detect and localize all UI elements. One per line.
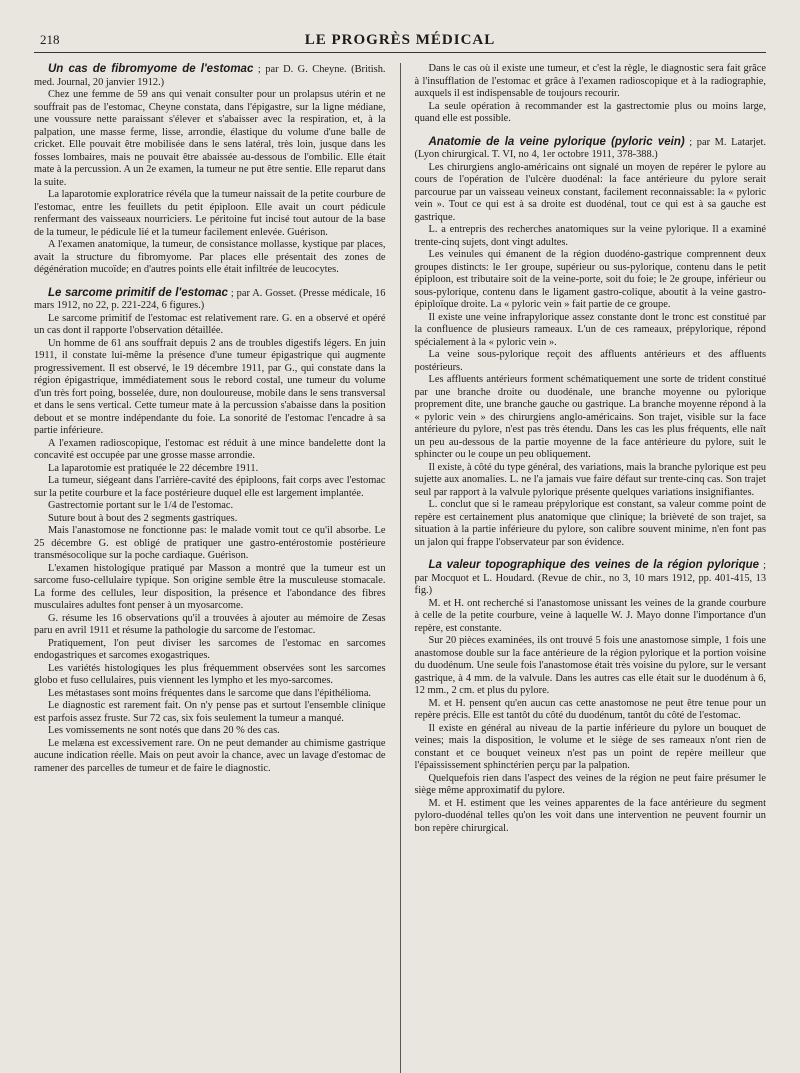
article-paragraph: La veine sous-pylorique reçoit des affluents antérieurs et des affluents postérieurs.: [414, 349, 767, 373]
article-paragraph: Les variétés histologiques les plus fréquemment observées sont les sarcomes globo et fuso cellulaires, puis viennent les lympho et les myo-sarcomes.: [34, 662, 386, 686]
article-paragraph: Les affluents antérieurs forment schématiquement une sorte de trident constitué par une branche droite ou duodénale, une branche moyenne ou pylorique proprement dite, une branche gauche ou gastrique. La branche moyenne répond à la « pyloric vein » des chirurgiens anglo-américains. Son trajet, visible sur la face antérieure du pylore, n'est pas très étendu. Dans les cas les plus fréquents, elle naît un peu au-dessous de la partie moyenne de la face antérieure du pylore, suit le sphincter ou le coupe un peu obliquement.: [414, 374, 767, 460]
journal-title: LE PROGRÈS MÉDICAL: [304, 32, 496, 48]
article-byline: ; par M. Latarjet. (Lyon chirurgical. T. VI, no 4, 1er octobre 1911, 378-388.): [414, 136, 767, 160]
article-paragraph: L. conclut que si le rameau prépylorique est constant, sa valeur comme point de repère est certainement plus anatomique que clinique; la brièveté de son trajet, sa situation à la partie inférieure du pylore, son calibre souvent minime, n'en font pas un jalon qui frappe l'observateur par son évidence.: [414, 499, 767, 548]
article-paragraph: M. et H. estiment que les veines apparentes de la face antérieure du segment pyloro-duodénal telles qu'on les voit dans une intervention ne peuvent fournir un bon repère chirurgical.: [414, 797, 767, 834]
article-title: Anatomie de la veine pylorique (pyloric vein): [428, 135, 685, 148]
article-paragraph: Pratiquement, l'on peut diviser les sarcomes de l'estomac en sarcomes endogastriques et sarcomes exogastriques.: [34, 637, 386, 661]
article-byline: ; par Mocquot et L. Houdard. (Revue de chir., no 3, 10 mars 1912, pp. 401-415, 13 fig.): [414, 560, 767, 596]
article-paragraph: A l'examen anatomique, la tumeur, de consistance mollasse, kystique par places, avait la structure du fibromyome. Par places elle présentait des zones de dégénération mucoïde; en d'autres points elle était infiltrée de leucocytes.: [34, 239, 386, 275]
article-paragraph: Suture bout à bout des 2 segments gastriques.: [48, 512, 238, 524]
right-column: [415, 63, 767, 1073]
article-byline: ; par D. G. Cheyne. (British. med. Journal, 20 janvier 1912.): [34, 64, 386, 88]
article-heading: [34, 287, 386, 313]
article-paragraph: Les chirurgiens anglo-américains ont signalé un moyen de repérer le pylore au cours de l'opération de l'ulcère duodénal: la face antérieure du pylore serait parcourue par un vaisseau veineux constant, facilement reconnaissable: la « pyloric vein ». Tout ce qui est à sa droite est duodénal, tout ce qui est à sa gauche est gastrique.: [414, 161, 767, 223]
article-paragraph: Il existe une veine infrapylorique assez constante dont le tronc est constitué par la confluence de plusieurs rameaux. L'un de ces rameaux, prépylorique, répond spécialement à la « pyloric vein ».: [414, 311, 767, 348]
article-paragraph: La seule opération à recommander est la gastrectomie plus ou moins large, quand elle est possible.: [414, 100, 767, 124]
article-paragraph: Le melæna est excessivement rare. On ne peut demander au chimisme gastrique aucune indication réelle. Mais on peut avoir la chance, avec un lavage d'estomac de ramener des parcelles de tumeur et de faire le diagnostic.: [34, 737, 386, 774]
article-paragraph: Dans le cas où il existe une tumeur, et c'est la règle, le diagnostic sera fait grâce à l'insufflation de l'estomac et grâce à l'examen radioscopique et à la radiographie, auxquels il est indispensable de toujours recourir.: [414, 63, 767, 99]
page-number: 218: [40, 32, 60, 47]
article: [34, 287, 386, 776]
article-byline: ; par A. Gosset. (Presse médicale, 16 mars 1912, no 22, p. 221-224, 6 figures.): [34, 287, 386, 311]
article-paragraph: Les métastases sont moins fréquentes dans le sarcome que dans l'épithélioma.: [48, 687, 372, 699]
article-paragraph: L. a entrepris des recherches anatomiques sur la veine pylorique. Il a examiné trente-cinq sujets, dont vingt adultes.: [414, 224, 767, 248]
article: [415, 136, 767, 550]
left-column: [34, 63, 386, 1073]
article-paragraph: Le diagnostic est rarement fait. On n'y pense pas et surtout l'ensemble clinique est parfois assez fruste. Sur 72 cas, six fois seulement la tumeur a manqué.: [34, 700, 386, 724]
article-paragraph: Les veinules qui émanent de la région duodéno-gastrique comprennent deux groupes distincts: le 1er groupe, supérieur ou sus-pylorique, contenu dans le petit épiploon, est tributaire soit de la veine-porte, soit du foie; le 2e groupe, inférieur ou sous-pylorique, contenu dans le ligament gastro-colique, aboutit à la veine gastro-épiploïque droite. La « pyloric vein » fait partie de ce groupe.: [414, 249, 767, 310]
article-paragraph: M. et H. ont recherché si l'anastomose unissant les veines de la grande courbure à celle de la petite courbure, veine à laquelle W. J. Mayo donne l'importance d'un repère, est constante.: [414, 597, 767, 634]
article-paragraph: Le sarcome primitif de l'estomac est relativement rare. G. en a observé et opéré un cas dont il rapporte l'observation détaillée.: [34, 312, 386, 336]
text-columns: [34, 63, 766, 1073]
article-paragraph: A l'examen radioscopique, l'estomac est réduit à une mince bandelette dont la concavité est occupée par une grosse masse arrondie.: [34, 437, 386, 461]
article-paragraph: Sur 20 pièces examinées, ils ont trouvé 5 fois une anastomose simple, 1 fois une anastomose double sur la face antérieure de la région pylorique et la portion voisine du duodénum. Une seule fois l'anastomose était très voisine du pylore, sur le versant gastrique, à 4 mm. de la valvule. Dans les autres cas elle était sur le duodénum à 6, 12 mm., 2 cm. et plus du pylore.: [414, 635, 767, 696]
page-header: [34, 30, 766, 53]
article-paragraph: Les vomissements ne sont notés que dans 20 % des cas.: [48, 725, 280, 736]
article-paragraph: M. et H. pensent qu'en aucun cas cette anastomose ne peut être tenue pour un repère précis. Elle est tantôt du côté du duodénum, tantôt du côté de l'estomac.: [414, 697, 767, 721]
article: [415, 63, 767, 126]
article-paragraph: La laparotomie exploratrice révéla que la tumeur naissait de la petite courbure de l'estomac, entre les feuillets du petit épiploon. Elle avait un court pédicule renfermant des vaisseaux nourriciers. Le péritoine fut incisé tout autour de la base de la tumeur, le pédicule lié et la tumeur facilement enlevée. Guérison.: [34, 189, 386, 238]
article-paragraph: Il existe en général au niveau de la partie inférieure du pylore un bouquet de veines; mais la disposition, le volume et le siège de ses rameaux n'ont rien de constant et ce bouquet veineux n'est pas un point de repère meilleur que l'épaississement sphinctérien perçu par la palpation.: [414, 722, 767, 771]
article-paragraph: Mais l'anastomose ne fonctionne pas: le malade vomit tout ce qu'il absorbe. Le 25 décembre G. est obligé de pratiquer une gastro-entérostomie postérieure transmésocolique sur la poche cardiaque. Guérison.: [34, 525, 386, 561]
article-heading: [415, 136, 767, 162]
article-paragraph: G. résume les 16 observations qu'il a trouvées à ajouter au mémoire de Zesas paru en avril 1911 et résume la pathologie du sarcome de l'estomac.: [34, 612, 386, 636]
article-paragraph: Chez une femme de 59 ans qui venait consulter pour un prolapsus utérin et ne souffrait pas de l'estomac, Cheyne constata, dans l'épigastre, sur la ligne médiane, une voussure nette paraissant s'élever et s'abaisser avec la respiration, et, à la palpation, une masse ferme, lisse, arrondie, élastique du volume d'une balle de cricket. Elle pouvait être mobilisée dans le sens latéral, très loin, jusque dans les fosses lombaires, mais ne pouvait être abaissée au-dessous de l'ombilic. Elle était mate à la percussion. A un 2e examen, la tumeur ne put être sentie. Elle reparut dans la suite.: [34, 89, 386, 188]
article-paragraph: La tumeur, siégeant dans l'arrière-cavité des épiploons, fait corps avec l'estomac sur la petite courbure et la face postérieure duquel elle est largement implantée.: [34, 475, 386, 499]
article-paragraph: L'examen histologique pratiqué par Masson a montré que la tumeur est un sarcome fuso-cellulaire typique. Son origine semble être la musculeuse stomacale. La forme des cellules, leur disposition, la présence et l'abondance des fibres musculaires adultes font penser à un myosarcome.: [34, 562, 386, 611]
article-paragraph: Il existe, à côté du type général, des variations, mais la branche pylorique est peu sujette aux anomalies. L. ne l'a jamais vue faire défaut sur trente-cinq cas. Son trajet seul par rapport à la valvule pylorique présente quelques variations insignifiantes.: [414, 461, 767, 498]
article-paragraph: Un homme de 61 ans souffrait depuis 2 ans de troubles digestifs légers. En juin 1911, il constate lui-même la présence d'une tumeur épigastrique qui augmente progressivement. Il est observé, le 19 décembre 1911, par G., qui constate dans la région épigastrique, immédiatement sous le rebord costal, une tumeur du volume d'un très fort poing, bosselée, dure, non douloureuse, mobile dans le sens transversal et dans le sens vertical. Cette tumeur mate à la percussion s'abaisse dans la position debout et se montre indépendante du foie. La sonorité de l'estomac l'encadre à sa partie inférieure.: [34, 337, 386, 436]
article-title: Le sarcome primitif de l'estomac: [48, 286, 228, 299]
article-title: Un cas de fibromyome de l'estomac: [48, 63, 254, 75]
article: [34, 63, 386, 277]
article-paragraph: Quelquefois rien dans l'aspect des veines de la région ne peut faire présumer le siège même approximatif du pylore.: [414, 772, 767, 796]
article-heading: [415, 559, 767, 598]
article-title: La valeur topographique des veines de la région pylorique: [428, 559, 760, 571]
article-heading: [34, 63, 386, 89]
article: [415, 559, 767, 835]
article-paragraph: La laparotomie est pratiquée le 22 décembre 1911.: [48, 462, 259, 474]
column-divider: [400, 63, 401, 1073]
article-paragraph: Gastrectomie portant sur le 1/4 de l'estomac.: [48, 500, 234, 511]
